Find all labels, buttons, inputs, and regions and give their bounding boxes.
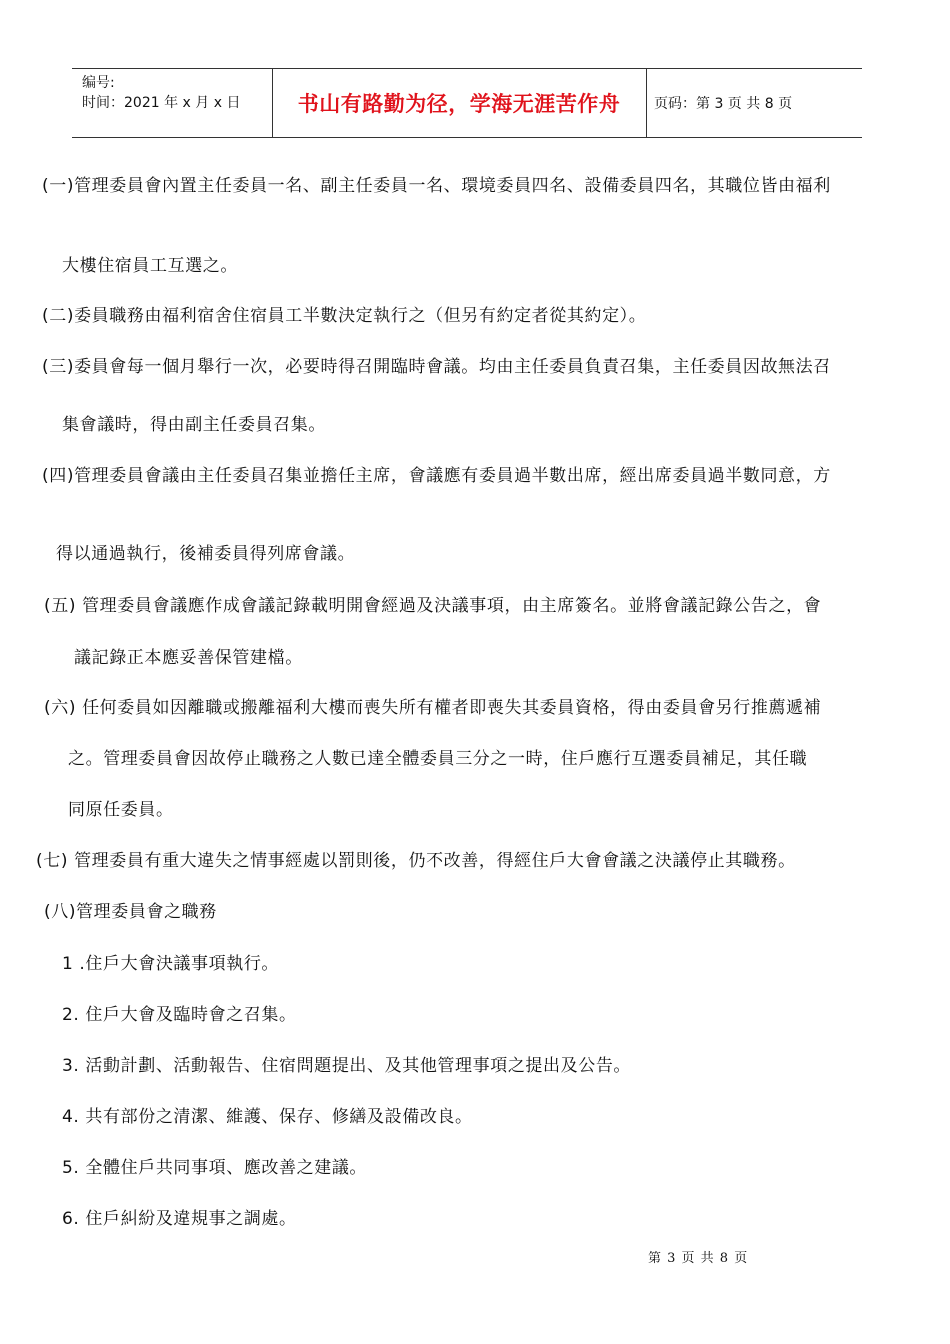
clause-3-continued: 集會議時，得由副主任委員召集。 [62,415,326,435]
clause-2: (二)委員職務由福利宿舍住宿員工半數決定執行之（但另有約定者從其約定）。 [42,306,647,326]
duty-item-1: 1 .住戶大會決議事項執行。 [62,954,280,974]
clause-6: (六) 任何委員如因離職或搬離福利大樓而喪失所有權者即喪失其委員資格，得由委員會另行推薦遞補 [44,698,822,718]
clause-8: (八)管理委員會之職務 [44,902,217,922]
document-time-label: 时间：2021 年 x 月 x 日 [82,95,241,111]
clause-7: (七) 管理委員有重大違失之情事經處以罰則後，仍不改善，得經住戶大會會議之決議停止其職務。 [36,851,796,871]
duty-item-3: 3. 活動計劃、活動報告、住宿問題提出、及其他管理事項之提出及公告。 [62,1056,632,1076]
clause-4-continued: 得以通過執行，後補委員得列席會議。 [56,544,356,564]
header-divider [646,69,647,137]
duty-item-4: 4. 共有部份之清潔、維護、保存、修繕及設備改良。 [62,1107,473,1127]
duty-item-5: 5. 全體住戶共同事項、應改善之建議。 [62,1158,368,1178]
clause-1-continued: 大樓住宿員工互選之。 [62,256,238,276]
document-number-label: 编号: [82,75,115,91]
document-header [72,68,862,138]
footer-page-number: 第 3 页 共 8 页 [648,1251,749,1266]
clause-3: (三)委員會每一個月舉行一次，必要時得召開臨時會議。均由主任委員負責召集，主任委員因故無法召 [42,357,831,377]
clause-4: (四)管理委員會議由主任委員召集並擔任主席，會議應有委員過半數出席，經出席委員過半數同意，方 [42,466,831,486]
clause-6-continued: 之。管理委員會因故停止職務之人數已達全體委員三分之一時，住戶應行互選委員補足，其任職 [68,749,808,769]
clause-6-continued-2: 同原任委員。 [68,800,174,820]
clause-1: (一)管理委員會內置主任委員一名、副主任委員一名、環境委員四名、設備委員四名，其職位皆由福利 [42,176,831,196]
clause-5: (五) 管理委員會議應作成會議記錄載明開會經過及決議事項，由主席簽名。並將會議記錄公告之，會 [44,596,822,616]
header-page-info: 页码：第 3 页 共 8 页 [654,96,793,112]
header-meta [82,73,240,113]
clause-5-continued: 議記錄正本應妥善保管建檔。 [74,648,303,668]
duty-item-6: 6. 住戶糾紛及違規事之調處。 [62,1209,297,1229]
duty-item-2: 2. 住戶大會及臨時會之召集。 [62,1005,297,1025]
header-motto: 书山有路勤为径，学海无涯苦作舟 [297,92,621,116]
